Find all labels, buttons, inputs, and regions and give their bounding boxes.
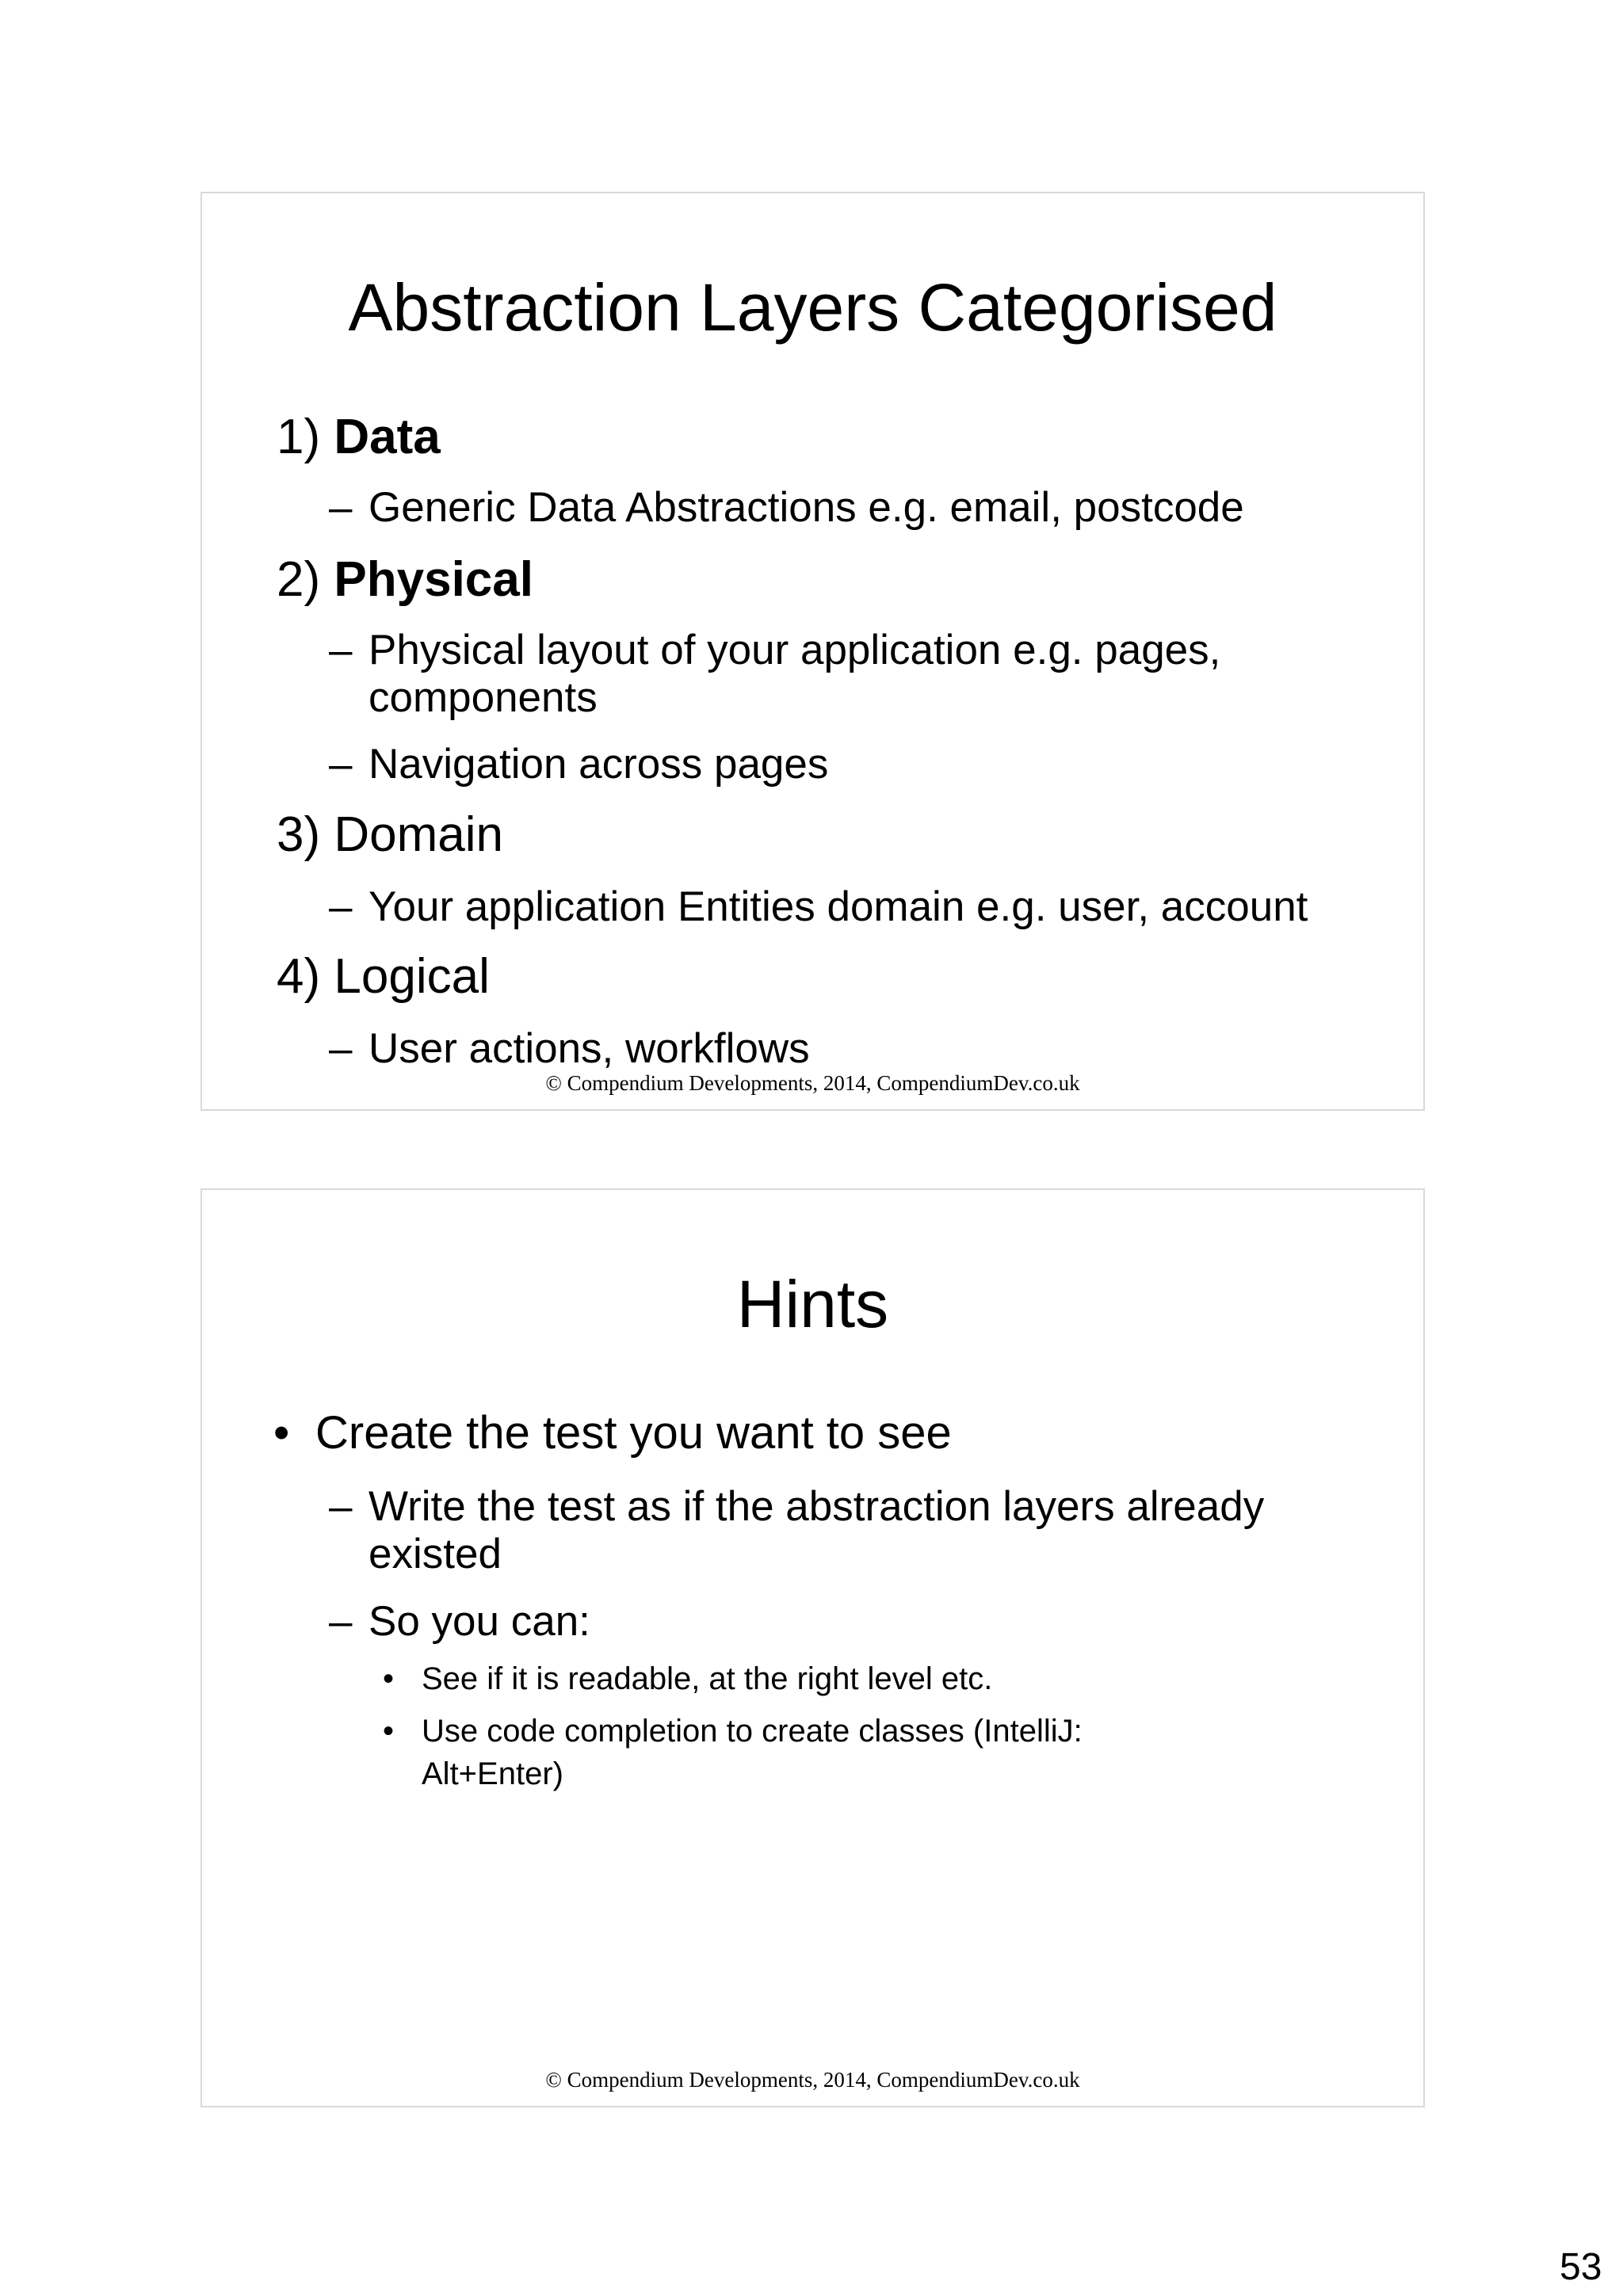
sub-item-continued: components [369, 674, 598, 721]
page-number: 53 [1560, 2246, 1602, 2288]
dash-marker: – [329, 627, 353, 673]
list-item-data [277, 410, 441, 464]
slide-abstraction-layers [200, 192, 1425, 1111]
slide-title: Hints [736, 1267, 889, 1341]
dash-marker: – [329, 1598, 353, 1645]
slide-hints [200, 1188, 1425, 2107]
bullet-marker: • [383, 1661, 395, 1696]
sub-sub-item: Use code completion to create classes (IntelliJ: [422, 1714, 1083, 1749]
dash-marker: – [329, 1483, 353, 1530]
sub-item: User actions, workflows [369, 1025, 810, 1072]
item-number: 2) [277, 552, 321, 607]
item-number: 1) [277, 410, 321, 464]
sub-item: Navigation across pages [369, 741, 829, 788]
sub-item: Write the test as if the abstraction layers already [369, 1483, 1265, 1530]
bullet-marker: • [273, 1407, 290, 1459]
sub-item-continued: existed [369, 1531, 502, 1577]
list-item-physical [277, 552, 533, 607]
item-label: Physical [334, 552, 533, 607]
sub-item: Physical layout of your application e.g. pages, [369, 627, 1221, 673]
slide-title: Abstraction Layers Categorised [348, 270, 1277, 345]
item-number: 4) [277, 949, 321, 1004]
dash-marker: – [329, 484, 353, 531]
bullet-item: Create the test you want to see [315, 1407, 952, 1459]
sub-sub-item-continued: Alt+Enter) [422, 1756, 563, 1791]
item-label: Logical [334, 949, 490, 1004]
item-label: Data [334, 410, 441, 464]
sub-item: So you can: [369, 1598, 590, 1645]
dash-marker: – [329, 883, 353, 930]
item-number: 3) [277, 807, 321, 862]
dash-marker: – [329, 1025, 353, 1072]
sub-item: Generic Data Abstractions e.g. email, postcode [369, 484, 1244, 531]
dash-marker: – [329, 741, 353, 788]
sub-item: Your application Entities domain e.g. user, account [369, 883, 1308, 930]
slide-footer: © Compendium Developments, 2014, CompendiumDev.co.uk [545, 1071, 1080, 1095]
item-label: Domain [334, 807, 504, 862]
sub-sub-item: See if it is readable, at the right level etc. [422, 1661, 993, 1696]
bullet-marker: • [383, 1714, 395, 1749]
list-item-logical [277, 949, 490, 1004]
slide-footer: © Compendium Developments, 2014, CompendiumDev.co.uk [545, 2068, 1080, 2092]
list-item-domain [277, 807, 504, 862]
